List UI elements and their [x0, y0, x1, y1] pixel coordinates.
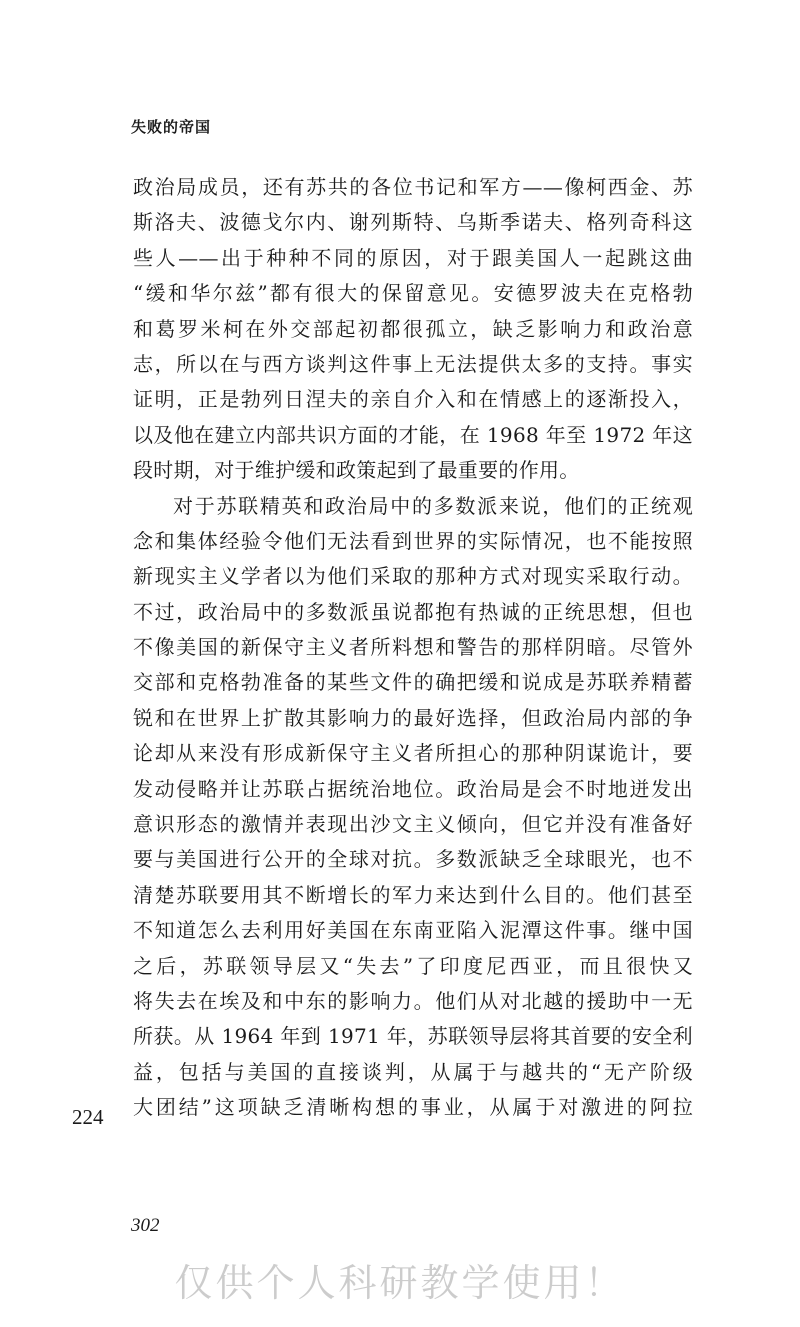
text-line: 些人——出于种种不同的原因，对于跟美国人一起跳这曲	[133, 245, 693, 270]
text-line: 意识形态的激情并表现出沙文主义倾向，但它并没有准备好	[133, 812, 693, 837]
text-line: 将失去在埃及和中东的影响力。他们从对北越的援助中一无	[133, 988, 693, 1013]
watermark: 仅供个人科研教学使用！	[174, 1261, 626, 1305]
text-line: 不像美国的新保守主义者所料想和警告的那样阴暗。尽管外	[133, 635, 693, 660]
text-line: 锐和在世界上扩散其影响力的最好选择，但政治局内部的争	[133, 705, 693, 730]
original-page-number: 224	[72, 1105, 104, 1129]
text-line: 念和集体经验令他们无法看到世界的实际情况，也不能按照	[133, 528, 693, 553]
text-line: 之后，苏联领导层又“失去”了印度尼西亚，而且很快又	[133, 953, 693, 978]
text-line: 不过，政治局中的多数派虽说都抱有热诚的正统思想，但也	[133, 599, 693, 624]
text-line: 政治局成员，还有苏共的各位书记和军方——像柯西金、苏	[133, 175, 693, 199]
text-line: 斯洛夫、波德戈尔内、谢列斯特、乌斯季诺夫、格列奇科这	[133, 210, 693, 235]
text-line: 志，所以在与西方谈判这件事上无法提供太多的支持。事实	[133, 351, 693, 376]
text-line: 要与美国进行公开的全球对抗。多数派缺乏全球眼光，也不	[133, 847, 693, 872]
text-line: 清楚苏联要用其不断增长的军力来达到什么目的。他们甚至	[133, 882, 693, 907]
text-line: 证明，正是勃列日涅夫的亲自介入和在情感上的逐渐投入，	[133, 387, 693, 412]
paragraph-start-line: 对于苏联精英和政治局中的多数派来说，他们的正统观	[173, 493, 693, 518]
running-title: 失败的帝国	[131, 118, 212, 136]
text-line: 以及他在建立内部共识方面的才能，在 1968 年至 1972 年这	[133, 422, 693, 447]
text-line: 所获。从 1964 年到 1971 年，苏联领导层将其首要的安全利	[133, 1024, 693, 1049]
page-number: 302	[131, 1215, 160, 1236]
text-line: 新现实主义学者以为他们采取的那种方式对现实采取行动。	[133, 564, 693, 589]
text-line: 和葛罗米柯在外交部起初都很孤立，缺乏影响力和政治意	[133, 316, 693, 341]
text-line: 大团结”这项缺乏清晰构想的事业，从属于对激进的阿拉	[133, 1095, 693, 1120]
text-line: 论却从来没有形成新保守主义者所担心的那种阴谋诡计，要	[133, 741, 693, 766]
body-text	[133, 170, 693, 1126]
text-line: 交部和克格勃准备的某些文件的确把缓和说成是苏联养精蓄	[133, 670, 693, 695]
text-line: 发动侵略并让苏联占据统治地位。政治局是会不时地迸发出	[133, 776, 693, 801]
text-line: “缓和华尔兹”都有很大的保留意见。安德罗波夫在克格勃	[133, 281, 693, 306]
text-line: 益，包括与美国的直接谈判，从属于与越共的“无产阶级	[133, 1059, 693, 1084]
paragraph-end-line: 段时期，对于维护缓和政策起到了最重要的作用。	[133, 458, 580, 483]
text-line: 不知道怎么去利用好美国在东南亚陷入泥潭这件事。继中国	[133, 918, 693, 943]
